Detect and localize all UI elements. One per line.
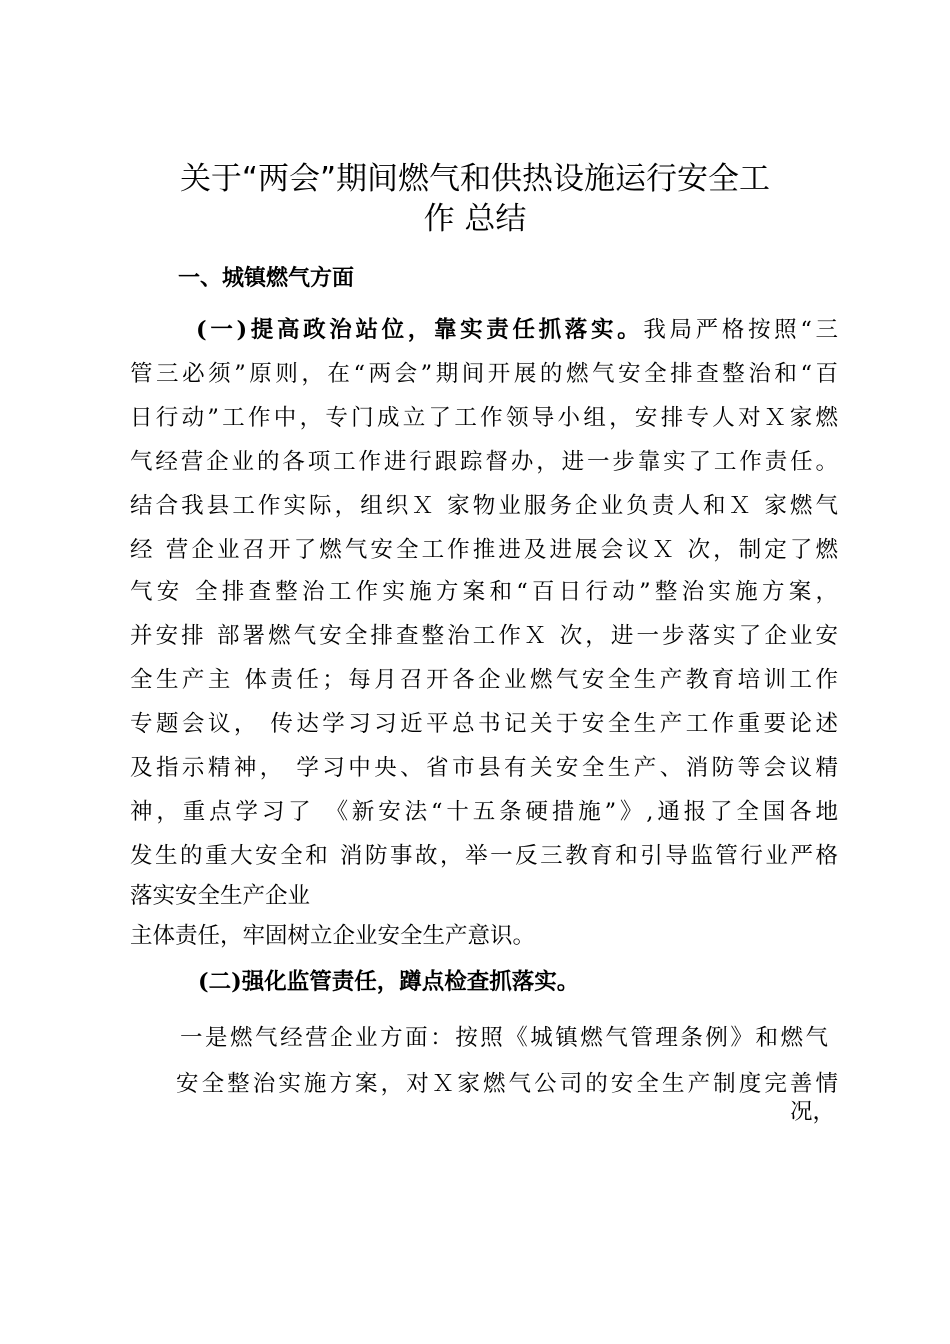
paragraph-2-line-1: 一是燃气经营企业方面：按照《城镇燃气管理条例》和燃气: [180, 1025, 828, 1051]
subsection-heading-2: (二)强化监管责任，蹲点检查抓落实。: [198, 969, 580, 995]
paragraph-1-line: 并安排 部署燃气安全排查整治工作Ｘ 次，进一步落实了企业安: [130, 623, 838, 649]
paragraph-1-line-1: [196, 314, 838, 346]
paragraph-1-line: 气安 全排查整治工作实施方案和“百日行动”整治实施方案，: [130, 579, 838, 605]
paragraph-1-line: 气经营企业的各项工作进行跟踪督办，进一步靠实了工作责任。: [130, 449, 838, 475]
paragraph-1-line: 及指示精神， 学习中央、省市县有关安全生产、消防等会议精: [130, 755, 838, 781]
document-title-line-1: 关于“两会”期间燃气和供热设施运行安全工: [179, 161, 771, 197]
subsection-heading-1: (一)提高政治站位，靠实责任抓落实。: [196, 317, 644, 343]
paragraph-1-line: 落实安全生产企业: [130, 883, 311, 909]
paragraph-1-line: 主体责任，牢固树立企业安全生产意识。: [130, 923, 536, 949]
paragraph-1-line: 专题会议， 传达学习习近平总书记关于安全生产工作重要论述: [130, 711, 838, 737]
paragraph-1-line-1-text: 我局严格按照“三: [643, 317, 838, 343]
paragraph-1-line: 日行动”工作中，专门成立了工作领导小组，安排专人对Ｘ家燃: [130, 405, 838, 431]
document-title-line-2: 作 总结: [423, 201, 527, 237]
paragraph-1-line: 发生的重大安全和 消防事故，举一反三教育和引导监管行业严格: [130, 843, 838, 869]
paragraph-1-line: 管三必须”原则，在“两会”期间开展的燃气安全排查整治和“百: [130, 361, 838, 387]
paragraph-2-line-2: 安全整治实施方案，对Ｘ家燃气公司的安全生产制度完善情: [176, 1071, 838, 1097]
paragraph-2-line-3: 况，: [790, 1099, 836, 1125]
paragraph-1-line: 经 营企业召开了燃气安全工作推进及进展会议Ｘ 次，制定了燃: [130, 537, 838, 563]
section-heading-gas: 一、城镇燃气方面: [178, 266, 355, 291]
paragraph-1-line: 结合我县工作实际，组织Ｘ 家物业服务企业负责人和Ｘ 家燃气: [130, 493, 838, 519]
paragraph-1-line: 神，重点学习了 《新安法“十五条硬措施”》,通报了全国各地: [130, 799, 838, 825]
paragraph-1-line: 全生产主 体责任；每月召开各企业燃气安全生产教育培训工作: [130, 667, 838, 693]
